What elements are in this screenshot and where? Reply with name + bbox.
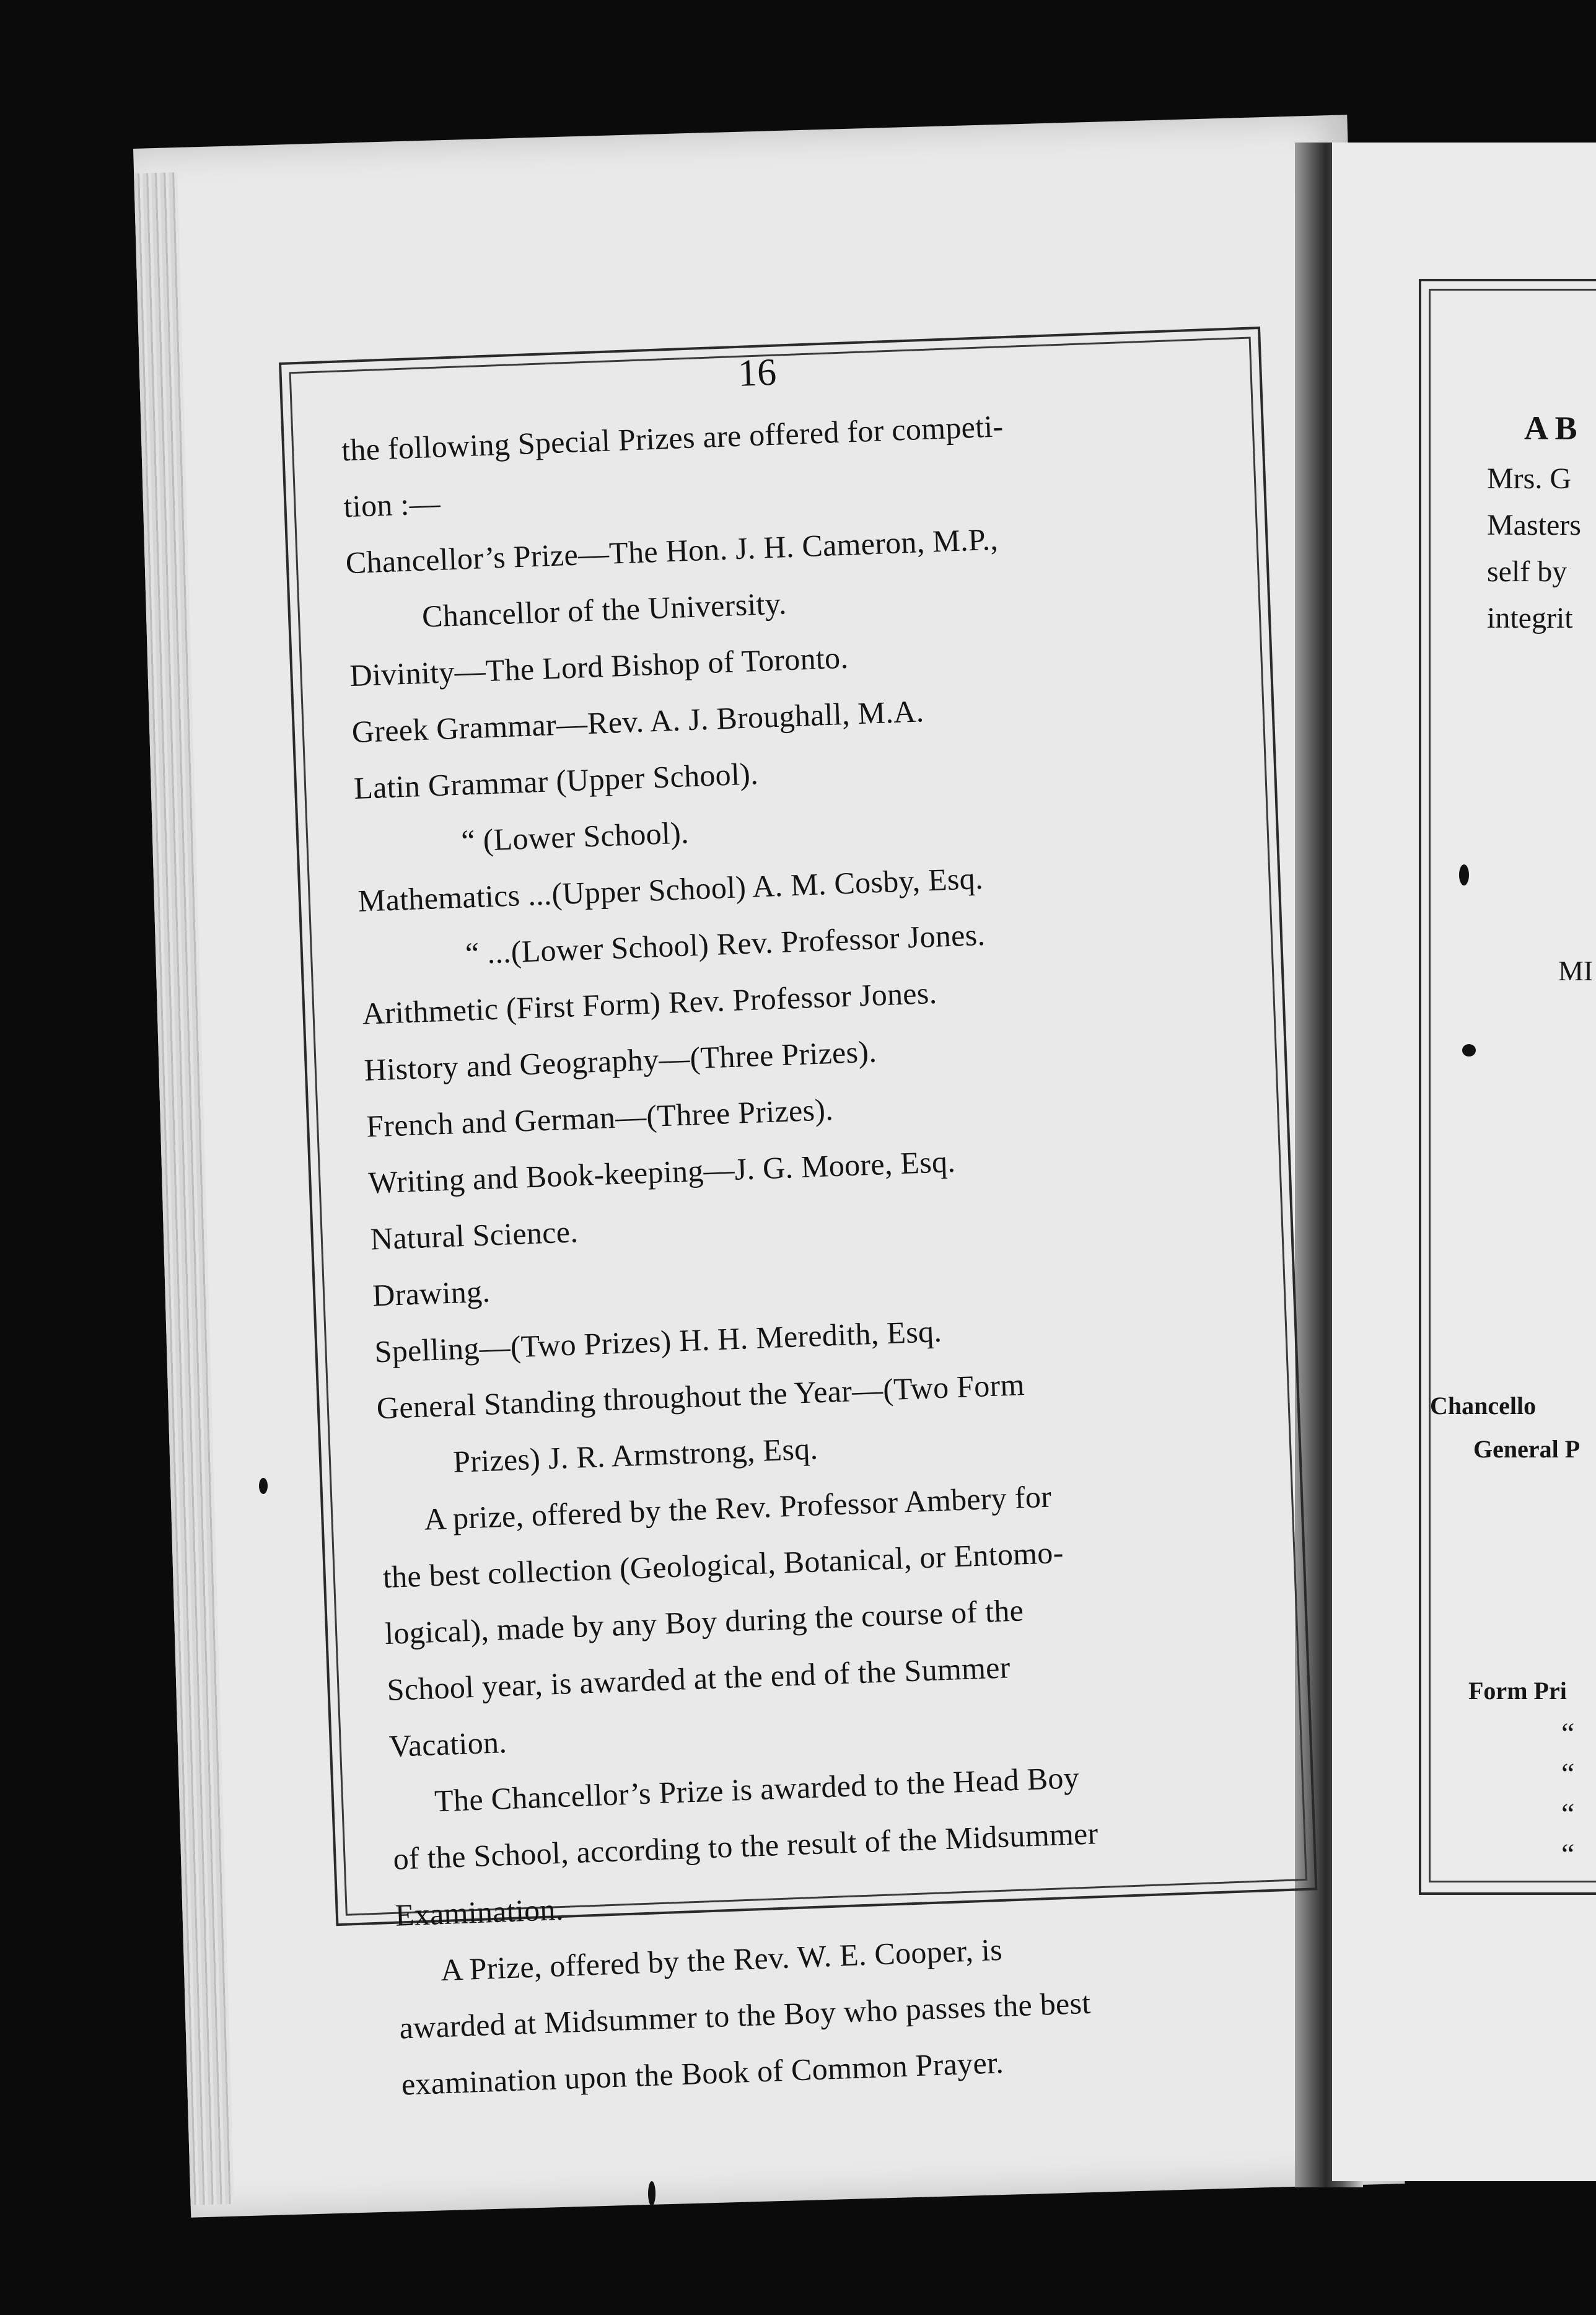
right-page-table-row: General P (1473, 1435, 1581, 1463)
right-page-line: Mrs. G (1487, 462, 1572, 495)
text-line: Prizes) J. R. Armstrong, Esq. (452, 1431, 819, 1479)
text-line: of the School, according to the result of the Midsummer (392, 1816, 1099, 1876)
text-line: A prize, offered by the Rev. Professor Ambery for (423, 1478, 1052, 1537)
scan-speck (648, 2181, 656, 2206)
right-page-ditto: “ (1561, 1798, 1575, 1830)
text-line: logical), made by any Boy during the course of the (384, 1592, 1024, 1651)
scan-speck (259, 1478, 268, 1494)
right-page-table-row: Chancello (1430, 1392, 1537, 1420)
right-page-line: A B (1524, 410, 1577, 447)
text-line: Examination. (394, 1891, 564, 1933)
page-edges (134, 172, 234, 2205)
scan-speck (1459, 864, 1469, 885)
text-line: the best collection (Geological, Botanical, or Entomo- (382, 1534, 1064, 1595)
right-page-line: self by (1487, 555, 1568, 588)
right-page-ditto: “ (1561, 1717, 1575, 1750)
text-line: Drawing. (372, 1273, 491, 1313)
text-line: The Chancellor’s Prize is awarded to the Head Boy (434, 1760, 1080, 1819)
text-line: awarded at Midsummer to the Boy who passes the best (398, 1985, 1092, 2045)
text-line: Greek Grammar—Rev. A. J. Broughall, M.A. (351, 693, 925, 750)
body-text (341, 390, 1282, 2112)
text-line: Natural Science. (369, 1214, 579, 1257)
text-line: A Prize, offered by the Rev. W. E. Cooper, is (440, 1931, 1003, 1988)
text-line: Writing and Book-keeping—J. G. Moore, Esq. (367, 1143, 956, 1200)
text-line: French and German—(Three Prizes). (366, 1092, 834, 1144)
right-page-ditto: “ (1561, 1757, 1575, 1790)
page-number: 16 (737, 351, 778, 395)
text-line: Vacation. (388, 1724, 507, 1764)
text-line: General Standing throughout the Year—(Two Form (375, 1367, 1025, 1426)
text-line: School year, is awarded at the end of the Summer (386, 1649, 1011, 1708)
text-line: tion :— (343, 485, 441, 524)
text-line: Chancellor’s Prize—The Hon. J. H. Cameron, M.P., (344, 521, 999, 581)
text-line: Latin Grammar (Upper School). (353, 756, 759, 806)
right-page-line: Masters (1487, 509, 1581, 542)
text-line: “ (Lower School). (460, 815, 690, 858)
text-line: Divinity—The Lord Bishop of Toronto. (349, 639, 849, 693)
text-line: examination upon the Book of Common Prayer. (400, 2044, 1004, 2102)
text-line: the following Special Prizes are offered for competi- (341, 408, 1004, 468)
text-line: Chancellor of the University. (421, 586, 787, 634)
text-line: Mathematics ...(Upper School) A. M. Cosby, Esq. (357, 860, 984, 918)
right-page-ditto: “ (1561, 1838, 1575, 1871)
right-page-form-label: Form Pri (1468, 1677, 1567, 1705)
text-line: Arithmetic (First Form) Rev. Professor Jones. (361, 975, 938, 1031)
right-page-heading: MI (1558, 955, 1594, 986)
text-line: “ ...(Lower School) Rev. Professor Jones. (465, 916, 986, 971)
scan-speck (1462, 1044, 1476, 1056)
text-line: Spelling—(Two Prizes) H. H. Meredith, Esq. (374, 1313, 942, 1369)
printed-text-block (279, 327, 1317, 2102)
text-line: History and Geography—(Three Prizes). (363, 1034, 877, 1087)
right-page-line: integrit (1487, 602, 1573, 635)
